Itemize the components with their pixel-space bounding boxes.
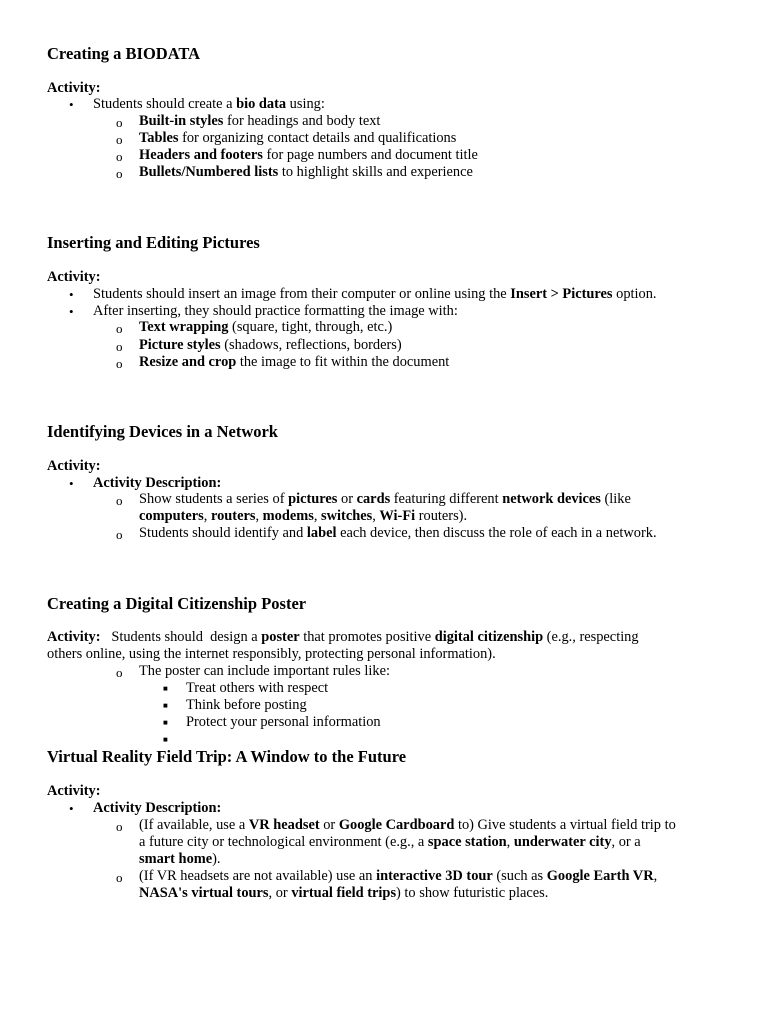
bullet-marker: • (69, 287, 74, 302)
sub-bullet-marker: o (116, 149, 123, 164)
square-bullet-marker: ■ (163, 701, 168, 710)
heading-citizenship-poster: Creating a Digital Citizenship Poster (47, 594, 307, 613)
bullet-marker: • (69, 97, 74, 112)
list-item: Resize and crop the image to fit within the document (139, 354, 450, 370)
heading-network-devices: Identifying Devices in a Network (47, 422, 278, 441)
activity-label: Activity: (47, 783, 101, 799)
list-item: Built-in styles for headings and body text (139, 113, 381, 129)
list-item: Treat others with respect (186, 680, 329, 696)
sub-bullet-marker: o (116, 115, 123, 130)
list-item: Picture styles (shadows, reflections, borders) (139, 337, 402, 353)
list-item: Activity Description: (93, 475, 222, 491)
list-item: Students should identify and label each device, then discuss the role of each in a network. (139, 525, 657, 541)
sub-bullet-marker: o (116, 166, 123, 181)
list-item: Text wrapping (square, tight, through, etc.) (139, 319, 393, 335)
sub-bullet-marker: o (116, 665, 123, 680)
sub-bullet-marker: o (116, 870, 123, 885)
list-item: Tables for organizing contact details and qualifications (139, 130, 457, 146)
sub-bullet-marker: o (116, 356, 123, 371)
heading-inserting-pictures: Inserting and Editing Pictures (47, 233, 260, 252)
list-item: Show students a series of pictures or cards featuring different network devices (like (139, 491, 631, 507)
list-item: After inserting, they should practice formatting the image with: (93, 303, 458, 319)
list-item: The poster can include important rules like: (139, 663, 390, 679)
sub-bullet-marker: o (116, 527, 123, 542)
sub-bullet-marker: o (116, 493, 123, 508)
list-item: Protect your personal information (186, 714, 381, 730)
activity-label: Activity: (47, 458, 101, 474)
list-item-continuation: computers, routers, modems, switches, Wi-Fi routers). (139, 508, 468, 524)
bullet-marker: • (69, 304, 74, 319)
sub-bullet-marker: o (116, 132, 123, 147)
square-bullet-marker: ■ (163, 684, 168, 693)
list-item: Bullets/Numbered lists to highlight skills and experience (139, 164, 473, 180)
heading-creating-biodata: Creating a BIODATA (47, 44, 201, 63)
bullet-marker: • (69, 476, 74, 491)
square-bullet-marker: ■ (163, 735, 168, 744)
sub-bullet-marker: o (116, 321, 123, 336)
heading-vr-field-trip: Virtual Reality Field Trip: A Window to the Future (47, 747, 407, 766)
bullet-marker: • (69, 801, 74, 816)
list-item: Think before posting (186, 697, 307, 713)
paragraph-continuation: others online, using the internet responsibly, protecting personal information). (47, 646, 496, 662)
list-item: Activity Description: (93, 800, 222, 816)
sub-bullet-marker: o (116, 819, 123, 834)
activity-label: Activity: (47, 269, 101, 285)
list-item-continuation: NASA's virtual tours, or virtual field trips) to show futuristic places. (139, 885, 549, 901)
list-item: (If available, use a VR headset or Google Cardboard to) Give students a virtual field trip to (139, 817, 676, 833)
list-item: Headers and footers for page numbers and document title (139, 147, 478, 163)
square-bullet-marker: ■ (163, 718, 168, 727)
list-item: (If VR headsets are not available) use an interactive 3D tour (such as Google Earth VR, (139, 868, 658, 884)
sub-bullet-marker: o (116, 339, 123, 354)
list-item: Students should insert an image from their computer or online using the Insert > Pictures option. (93, 286, 657, 302)
list-item-continuation: smart home). (139, 851, 221, 867)
activity-label: Activity: (47, 80, 101, 96)
list-item-continuation: a future city or technological environment (e.g., a space station, underwater city, or a (139, 834, 641, 850)
paragraph: Activity: Students should design a poster that promotes positive digital citizenship (e.g., respecting (47, 629, 639, 645)
list-item: Students should create a bio data using: (93, 96, 325, 112)
